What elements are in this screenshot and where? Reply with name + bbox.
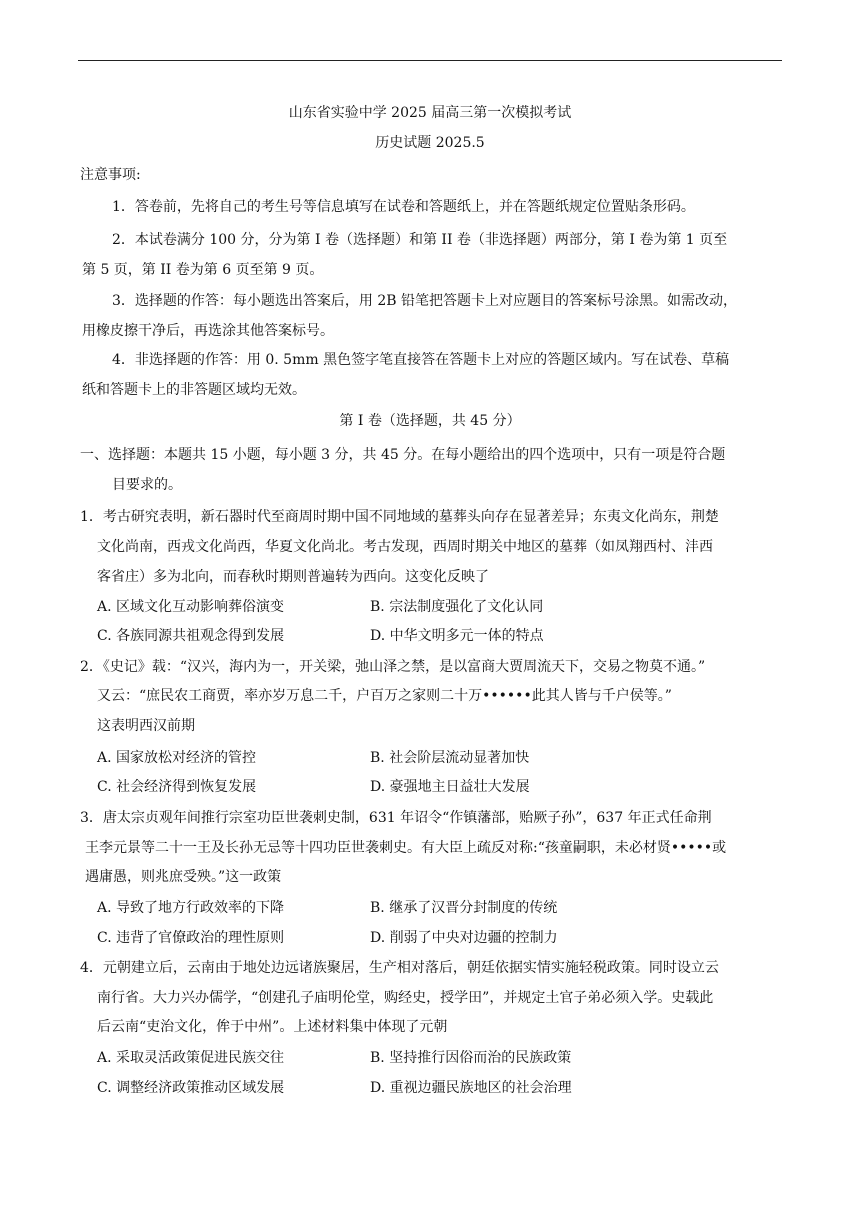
question-3-line-1: 3．唐太宗贞观年间推行宗室功臣世袭刺史制，631 年诏令“作镇藩部，贻厥子孙”，637 年正式任命荆 — [80, 810, 712, 826]
notice-item-4-line-2: 纸和答题卡上的非答题区域均无效。 — [82, 382, 306, 398]
question-2-option-b[interactable]: B. 社会阶层流动显著加快 — [370, 750, 530, 766]
question-3-line-3: 遇庸愚，则兆庶受殃。”这一政策 — [85, 869, 282, 885]
exam-subtitle: 历史试题 2025.5 — [375, 135, 485, 151]
question-1-option-c[interactable]: C. 各族同源共祖观念得到发展 — [97, 628, 285, 644]
question-1-line-1: 1．考古研究表明，新石器时代至商周时期中国不同地域的墓葬头向存在显著差异；东夷文化尚东，荆楚 — [80, 509, 719, 525]
question-2-line-2: 又云：“庶民农工商贾，率亦岁万息二千，户百万之家则二十万••••••此其人皆与千户侯等。” — [97, 688, 672, 704]
question-4-line-3: 后云南“吏治文化，侔于中州”。上述材料集中体现了元朝 — [97, 1019, 448, 1035]
header-rule — [78, 60, 782, 61]
notice-item-3-line-1: 3．选择题的作答：每小题选出答案后，用 2B 铅笔把答题卡上对应题目的答案标号涂黑。如需改动， — [112, 293, 738, 309]
question-2-option-c[interactable]: C. 社会经济得到恢复发展 — [97, 779, 257, 795]
question-1-line-3: 客省庄）多为北向，而春秋时期则普遍转为西向。这变化反映了 — [97, 569, 489, 585]
question-4-option-c[interactable]: C. 调整经济政策推动区域发展 — [97, 1080, 285, 1096]
question-4-line-1: 4．元朝建立后，云南由于地处边远诸族聚居，生产相对落后，朝廷依据实情实施轻税政策。同时设立云 — [80, 960, 719, 976]
notice-item-2-line-2: 第 5 页，第 II 卷为第 6 页至第 9 页。 — [82, 262, 324, 278]
question-3-option-b[interactable]: B. 继承了汉晋分封制度的传统 — [370, 900, 558, 916]
question-4-line-2: 南行省。大力兴办儒学，“创建孔子庙明伦堂，购经史，授学田”，并规定土官子弟必须入学。史载此 — [97, 990, 714, 1006]
question-4-option-b[interactable]: B. 坚持推行因俗而治的民族政策 — [370, 1050, 572, 1066]
notice-item-1: 1．答卷前，先将自己的考生号等信息填写在试卷和答题纸上，并在答题纸规定位置贴条形码。 — [112, 199, 695, 215]
question-3-line-2: 王李元景等二十一王及长孙无忌等十四功臣世袭刺史。有大臣上疏反对称:“孩童嗣职，未必材贤•••••或 — [85, 840, 727, 856]
exam-title: 山东省实验中学 2025 届高三第一次模拟考试 — [288, 105, 572, 121]
notice-item-3-line-2: 用橡皮擦干净后，再选涂其他答案标号。 — [82, 323, 334, 339]
notice-heading: 注意事项: — [80, 167, 141, 183]
notice-item-2-line-1: 2．本试卷满分 100 分，分为第 I 卷（选择题）和第 II 卷（非选择题）两部分，第 I 卷为第 1 页至 — [112, 232, 728, 248]
question-1-option-d[interactable]: D. 中华文明多元一体的特点 — [370, 628, 544, 644]
question-2-option-d[interactable]: D. 豪强地主日益壮大发展 — [370, 779, 530, 795]
question-3-option-a[interactable]: A. 导致了地方行政效率的下降 — [97, 900, 285, 916]
part1-instruction-line-2: 目要求的。 — [112, 477, 182, 493]
question-4-option-a[interactable]: A. 采取灵活政策促进民族交往 — [97, 1050, 285, 1066]
question-1-line-2: 文化尚南，西戎文化尚西，华夏文化尚北。考古发现，西周时期关中地区的墓葬（如凤翔西村、沣西 — [97, 539, 713, 555]
question-2-line-1: 2．《史记》载：“汉兴，海内为一，开关梁，弛山泽之禁，是以富商大贾周流天下，交易之物莫不通。” — [80, 659, 706, 675]
question-4-option-d[interactable]: D. 重视边疆民族地区的社会治理 — [370, 1080, 572, 1096]
question-2-line-3: 这表明西汉前期 — [97, 718, 195, 734]
part1-instruction-line-1: 一、选择题：本题共 15 小题，每小题 3 分，共 45 分。在每小题给出的四个选项中，只有一项是符合题 — [80, 447, 726, 463]
question-3-option-d[interactable]: D. 削弱了中央对边疆的控制力 — [370, 930, 558, 946]
question-1-option-b[interactable]: B. 宗法制度强化了文化认同 — [370, 599, 544, 615]
question-3-option-c[interactable]: C. 违背了官僚政治的理性原则 — [97, 930, 285, 946]
question-1-option-a[interactable]: A. 区域文化互动影响葬俗演变 — [97, 599, 285, 615]
part1-title: 第 I 卷（选择题，共 45 分） — [339, 413, 521, 429]
question-2-option-a[interactable]: A. 国家放松对经济的管控 — [97, 750, 257, 766]
notice-item-4-line-1: 4．非选择题的作答：用 0. 5mm 黑色签字笔直接答在答题卡上对应的答题区域内。写在试卷、草稿 — [112, 352, 730, 368]
